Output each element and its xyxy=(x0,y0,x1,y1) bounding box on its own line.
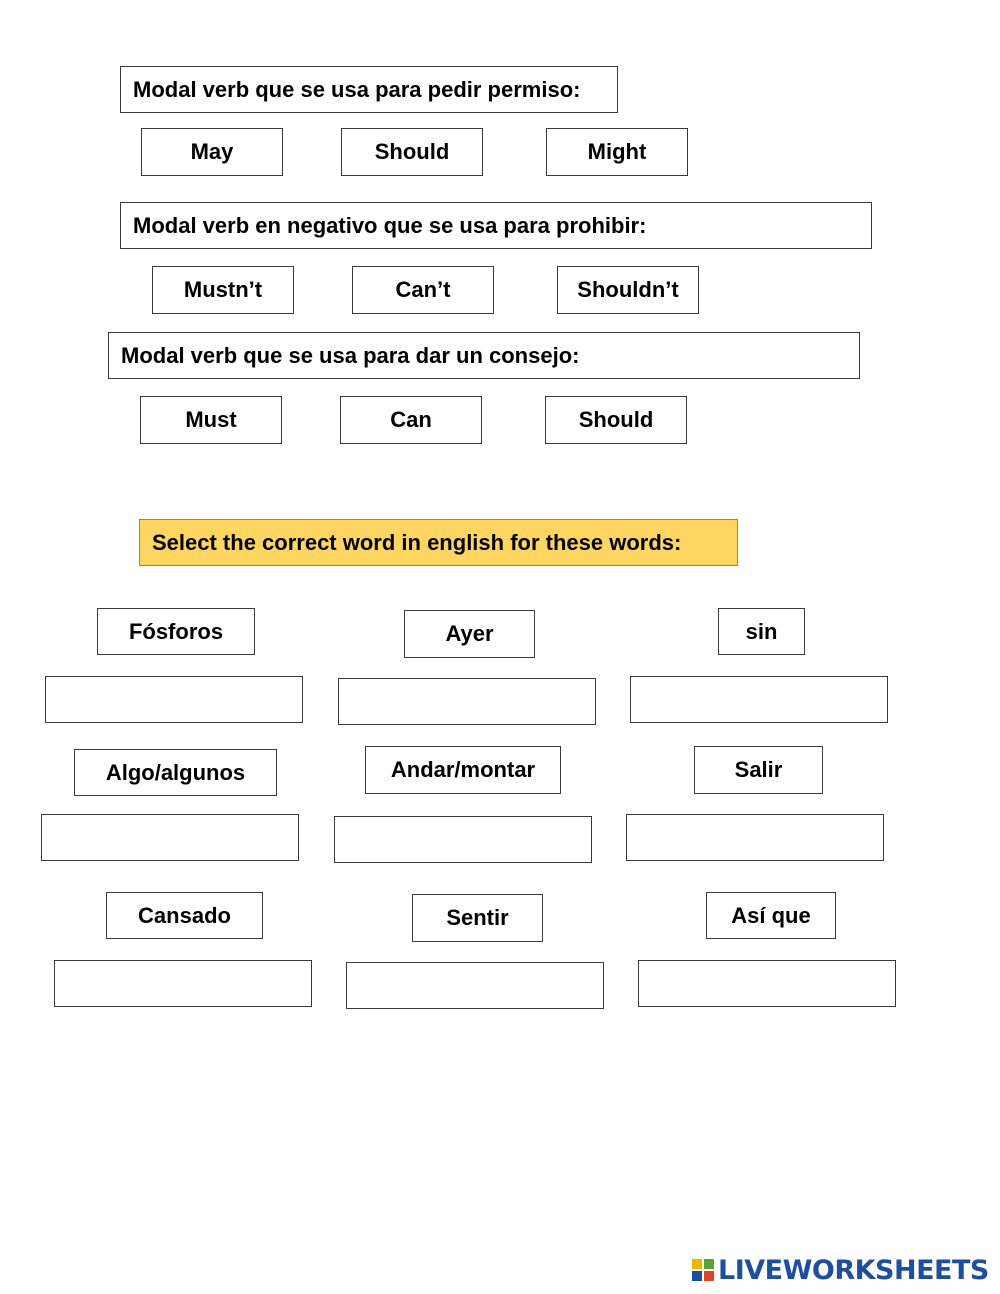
q3-option-must[interactable]: Must xyxy=(140,396,282,444)
question-1-prompt: Modal verb que se usa para pedir permiso: xyxy=(120,66,618,113)
q2-option-cant[interactable]: Can’t xyxy=(352,266,494,314)
q3-option-can[interactable]: Can xyxy=(340,396,482,444)
brand-name: LIVEWORKSHEETS xyxy=(718,1254,989,1286)
word-cansado: Cansado xyxy=(106,892,263,939)
answer-input-cansado[interactable] xyxy=(54,960,312,1007)
answer-input-salir[interactable] xyxy=(626,814,884,861)
q2-option-mustnt[interactable]: Mustn’t xyxy=(152,266,294,314)
q2-option-shouldnt[interactable]: Shouldn’t xyxy=(557,266,699,314)
answer-input-asi-que[interactable] xyxy=(638,960,896,1007)
word-sin: sin xyxy=(718,608,805,655)
liveworksheets-logo xyxy=(692,1252,989,1288)
word-sentir: Sentir xyxy=(412,894,543,942)
answer-input-sentir[interactable] xyxy=(346,962,604,1009)
word-salir: Salir xyxy=(694,746,823,794)
translation-instruction: Select the correct word in english for these words: xyxy=(139,519,738,566)
answer-input-andar-montar[interactable] xyxy=(334,816,592,863)
answer-input-ayer[interactable] xyxy=(338,678,596,725)
word-ayer: Ayer xyxy=(404,610,535,658)
word-asi-que: Así que xyxy=(706,892,836,939)
answer-input-fosforos[interactable] xyxy=(45,676,303,723)
q1-option-should[interactable]: Should xyxy=(341,128,483,176)
q3-option-should[interactable]: Should xyxy=(545,396,687,444)
liveworksheets-logo-icon xyxy=(692,1259,714,1281)
word-algo-algunos: Algo/algunos xyxy=(74,749,277,796)
question-2-prompt: Modal verb en negativo que se usa para prohibir: xyxy=(120,202,872,249)
answer-input-sin[interactable] xyxy=(630,676,888,723)
q1-option-might[interactable]: Might xyxy=(546,128,688,176)
question-3-prompt: Modal verb que se usa para dar un consejo: xyxy=(108,332,860,379)
q1-option-may[interactable]: May xyxy=(141,128,283,176)
answer-input-algo-algunos[interactable] xyxy=(41,814,299,861)
word-fosforos: Fósforos xyxy=(97,608,255,655)
word-andar-montar: Andar/montar xyxy=(365,746,561,794)
